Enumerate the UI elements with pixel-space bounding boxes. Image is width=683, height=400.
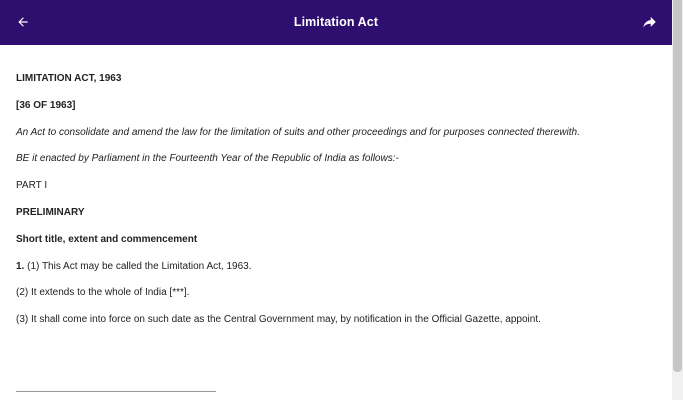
section-heading: Short title, extent and commencement xyxy=(16,233,198,245)
section-number: 1. xyxy=(16,260,25,272)
section-1-clause-1 xyxy=(16,256,656,283)
app-bar xyxy=(0,0,672,45)
part-heading: PRELIMINARY xyxy=(16,206,85,218)
share-button[interactable] xyxy=(638,11,660,33)
footnote-divider xyxy=(16,391,216,392)
page-title: Limitation Act xyxy=(293,15,379,29)
arrow-left-icon xyxy=(16,15,30,29)
act-title: LIMITATION ACT, 1963 xyxy=(16,73,122,84)
back-button[interactable] xyxy=(12,11,34,33)
document-body xyxy=(16,68,656,336)
section-1-clause-2: (2) It extends to the whole of India [***]. xyxy=(16,287,190,299)
part-label: PART I xyxy=(16,180,48,192)
section-1-clause-3: (3) It shall come into force on such date as the Central Government may, by notification in the Official Gazette, appoint. xyxy=(16,314,541,326)
clause-1-text: (1) This Act may be called the Limitation Act, 1963. xyxy=(24,260,252,272)
enacting-formula: BE it enacted by Parliament in the Fourteenth Year of the Republic of India as follows:- xyxy=(16,153,399,165)
share-forward-icon xyxy=(642,15,657,30)
long-title: An Act to consolidate and amend the law for the limitation of suits and other proceedings and for purposes connected therewith. xyxy=(16,126,580,138)
scrollbar-thumb[interactable] xyxy=(673,0,682,372)
act-number: [36 OF 1963] xyxy=(16,99,76,111)
